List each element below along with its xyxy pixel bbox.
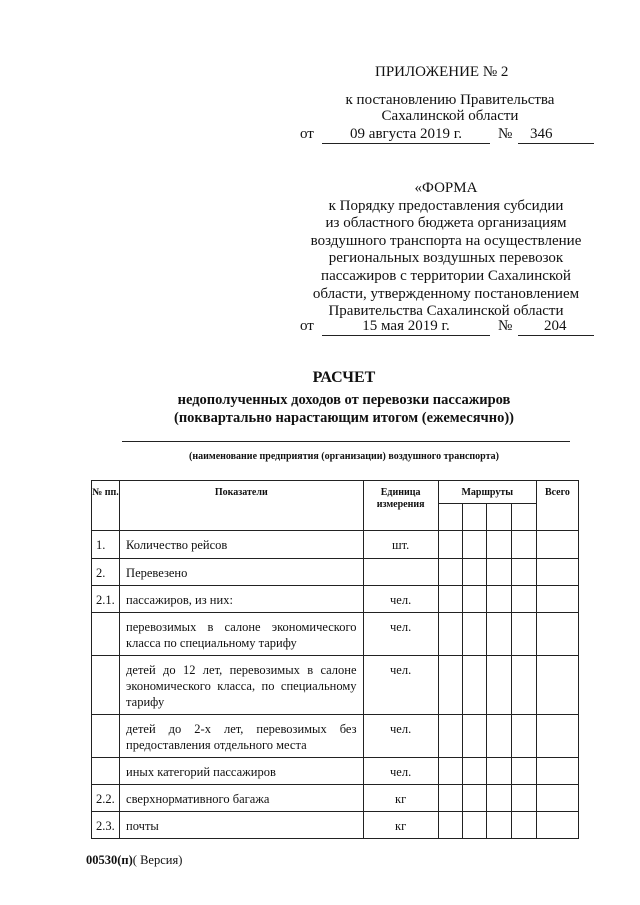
route-cell [511,559,536,586]
route-cell [462,559,486,586]
doc-title: РАСЧЕТ [312,369,376,386]
row-unit: чел. [363,758,438,785]
row-unit: шт. [363,531,438,559]
row-label: почты [120,812,364,839]
appendix-num-label: № [498,126,513,142]
row-num: 1. [92,531,120,559]
row-unit: чел. [363,586,438,613]
route-cell [438,785,462,812]
row-unit: кг [363,785,438,812]
header-routes: Маршруты [438,481,536,504]
route-col-4 [511,504,536,531]
route-cell [486,656,511,715]
form-header-line: Правительства Сахалинской области [328,303,564,320]
route-cell [438,715,462,758]
route-cell [511,613,536,656]
form-header-line: воздушного транспорта на осуществление [310,232,582,249]
org-name-underline [122,441,570,442]
row-label: пассажиров, из них: [120,586,364,613]
table-row [92,812,579,839]
row-num: 2.1. [92,586,120,613]
route-cell [438,613,462,656]
row-label: Количество рейсов [120,531,364,559]
route-cell [462,656,486,715]
table-row [92,715,579,758]
route-cell [486,715,511,758]
row-num: 2. [92,559,120,586]
row-label: детей до 2-х лет, перевозимых без предоставления отдельного места [120,715,364,758]
route-cell [462,785,486,812]
route-col-3 [486,504,511,531]
route-cell [486,758,511,785]
route-cell [511,656,536,715]
appendix-line2: Сахалинской области [381,108,519,124]
route-cell [511,715,536,758]
route-cell [511,586,536,613]
route-cell [486,613,511,656]
appendix-date-underline [322,143,490,144]
row-unit [363,559,438,586]
doc-subtitle-1: недополученных доходов от перевозки пассажиров [177,392,511,408]
table-row [92,656,579,715]
form-header-line: области, утвержденному постановлением [312,285,580,302]
route-cell [511,785,536,812]
row-num: 2.3. [92,812,120,839]
appendix-title: ПРИЛОЖЕНИЕ № 2 [375,64,509,80]
table-row [92,586,579,613]
row-unit: чел. [363,656,438,715]
row-num [92,656,120,715]
table-row [92,785,579,812]
route-cell [462,715,486,758]
form-date: 15 мая 2019 г. [362,318,450,334]
route-cell [462,531,486,559]
route-cell [438,559,462,586]
row-label: сверхнормативного багажа [120,785,364,812]
route-cell [438,758,462,785]
total-cell [536,531,578,559]
route-cell [486,531,511,559]
form-num-label: № [498,318,513,334]
total-cell [536,758,578,785]
total-cell [536,812,578,839]
total-cell [536,715,578,758]
form-header-line: к Порядку предоставления субсидии [328,197,564,214]
row-label: иных категорий пассажиров [120,758,364,785]
route-cell [438,531,462,559]
header-total: Всего [536,481,578,531]
footer-version: ( Версия) [132,853,183,867]
row-num [92,758,120,785]
form-number-underline [518,335,594,336]
row-num: 2.2. [92,785,120,812]
route-cell [438,812,462,839]
row-unit: чел. [363,715,438,758]
route-cell [462,812,486,839]
calculation-table [91,480,579,839]
form-header-line: «ФОРМА [414,180,478,196]
route-cell [438,586,462,613]
route-cell [462,586,486,613]
doc-subtitle-2: (поквартально нарастающим итогом (ежемесячно)) [174,410,514,426]
row-label: детей до 12 лет, перевозимых в салоне экономического класса, по специальному тарифу [120,656,364,715]
table-row [92,559,579,586]
appendix-from-label: от [300,126,314,142]
form-from-label: от [300,318,314,334]
route-cell [486,812,511,839]
header-indicators: Показатели [120,481,364,531]
total-cell [536,586,578,613]
table-row [92,613,579,656]
route-cell [511,812,536,839]
total-cell [536,785,578,812]
form-header-line: региональных воздушных перевозок [328,250,564,267]
route-col-2 [462,504,486,531]
row-num [92,715,120,758]
row-label: Перевезено [120,559,364,586]
route-cell [511,758,536,785]
total-cell [536,613,578,656]
row-num [92,613,120,656]
route-cell [438,656,462,715]
route-cell [511,531,536,559]
appendix-line1: к постановлению Правительства [345,92,555,108]
footer [86,853,182,868]
table-row [92,531,579,559]
total-cell [536,559,578,586]
form-date-underline [322,335,490,336]
form-header-line: пассажиров с территории Сахалинской [321,267,571,284]
row-label: перевозимых в салоне экономического класса по специальному тарифу [120,613,364,656]
form-header [296,180,596,321]
route-cell [486,559,511,586]
route-cell [486,586,511,613]
total-cell [536,656,578,715]
route-col-1 [438,504,462,531]
route-cell [462,613,486,656]
route-cell [486,785,511,812]
form-header-line: из областного бюджета организациям [325,215,567,232]
appendix-date: 09 августа 2019 г. [350,126,462,142]
form-number: 204 [544,318,567,334]
footer-code: 00530(п) [86,853,133,867]
route-cell [462,758,486,785]
table-row [92,758,579,785]
row-unit: чел. [363,613,438,656]
header-unit: Единица измерения [363,481,438,531]
appendix-number-underline [518,143,594,144]
appendix-number: 346 [530,126,553,142]
org-name-caption: (наименование предприятия (организации) воздушного транспорта) [189,451,499,462]
header-num: № пп. [92,481,120,531]
row-unit: кг [363,812,438,839]
